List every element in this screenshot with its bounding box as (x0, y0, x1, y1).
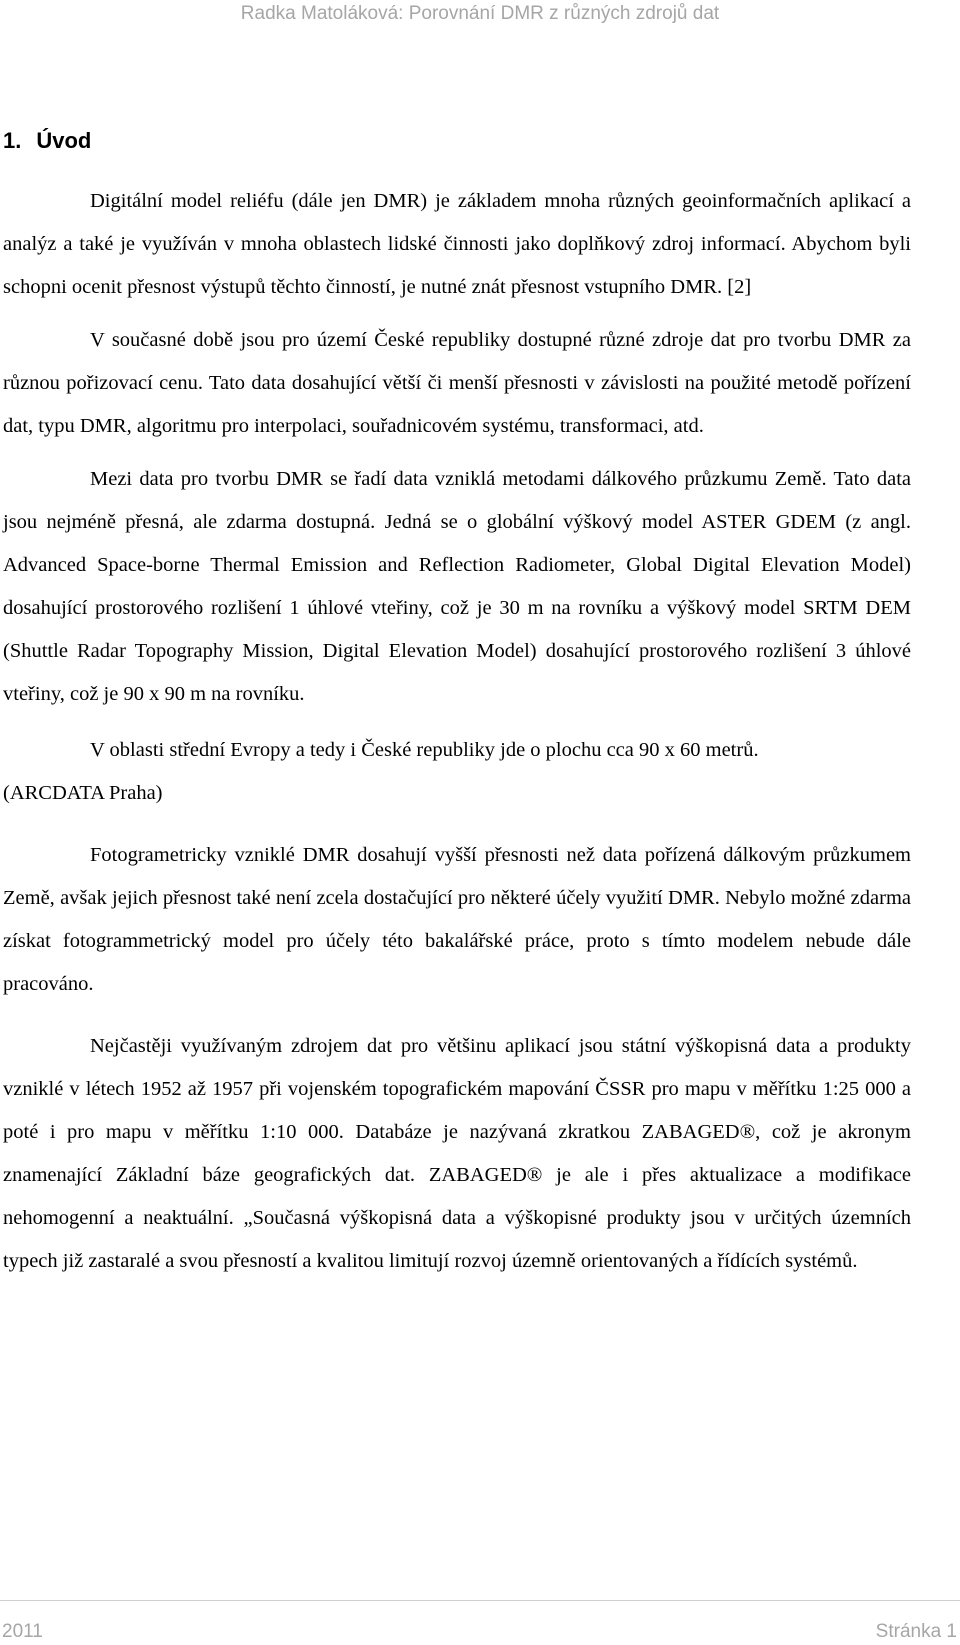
page-footer (0, 1600, 960, 1645)
section-title: Úvod (36, 128, 92, 153)
body-text (3, 180, 911, 1283)
paragraph-zabaged: Nejčastěji využívaným zdrojem dat pro většinu aplikací jsou státní výškopisná data a produkty vzniklé v létech 1952 až 1957 při vojenském topografickém mapování ČSSR pro mapu v měřítku 1:25 000 a poté i pro mapu v měřítku 1:10 000. Databáze je nazývaná zkratkou ZABAGED®, což je akronym znamenající Základní báze geografických dat. ZABAGED® je ale i přes aktualizace a modifikace nehomogenní a neaktuální. „Současná výškopisná data a výškopisné produkty jsou v určitých územních typech již zastaralé a svou přesností a kvalitou limitují rozvoj územně orientovaných a řídících systémů. (3, 1035, 911, 1272)
paragraph-photogrammetry: Fotogrametricky vzniklé DMR dosahují vyšší přesnosti než data pořízená dálkovým průzkumem Země, avšak jejich přesnost také není zcela dostačující pro některé účely využití DMR. Nebylo možné zdarma získat fotogrammetrický model pro účely této bakalářské práce, proto s tímto modelem nebude dále pracováno. (3, 844, 911, 995)
paragraph-remote-sensing: Mezi data pro tvorbu DMR se řadí data vzniklá metodami dálkového průzkumu Země. Tato data jsou nejméně přesná, ale zdarma dostupná. Jedná se o globální výškový model ASTER GDEM (z angl. Advanced Space-borne Thermal Emission and Reflection Radiometer, Global Digital Elevation Model) dosahující prostorového rozlišení 1 úhlové vteřiny, což je 30 m na rovníku a výškový model SRTM DEM (Shuttle Radar Topography Mission, Digital Elevation Model) dosahující prostorového rozlišení 3 úhlové vteřiny, což je 90 x 90 m na rovníku. (3, 468, 911, 705)
section-heading (3, 126, 91, 156)
paragraph-citation: (ARCDATA Praha) (3, 782, 163, 804)
page-number: Stránka 1 (875, 1621, 957, 1642)
section-number: 1. (3, 128, 22, 153)
paragraph-central-europe: V oblasti střední Evropy a tedy i České republiky jde o plochu cca 90 x 60 metrů. (90, 739, 759, 761)
running-header: Radka Matoláková: Porovnání DMR z různých zdrojů dat (240, 3, 720, 24)
footer-divider (0, 1600, 960, 1601)
paragraph-data-sources: V současné době jsou pro území České republiky dostupné různé zdroje dat pro tvorbu DMR za různou pořizovací cenu. Tato data dosahující větší či menší přesnosti v závislosti na použité metodě pořízení dat, typu DMR, algoritmu pro interpolaci, souřadnicovém systému, transformaci, atd. (3, 329, 911, 437)
paragraph-intro: Digitální model reliéfu (dále jen DMR) je základem mnoha různých geoinformačních aplikací a analýz a také je využíván v mnoha oblastech lidské činnosti jako doplňkový zdroj informací. Abychom byli schopni ocenit přesnost výstupů těchto činností, je nutné znát přesnost vstupního DMR. [2] (3, 190, 911, 298)
footer-year: 2011 (2, 1621, 43, 1642)
